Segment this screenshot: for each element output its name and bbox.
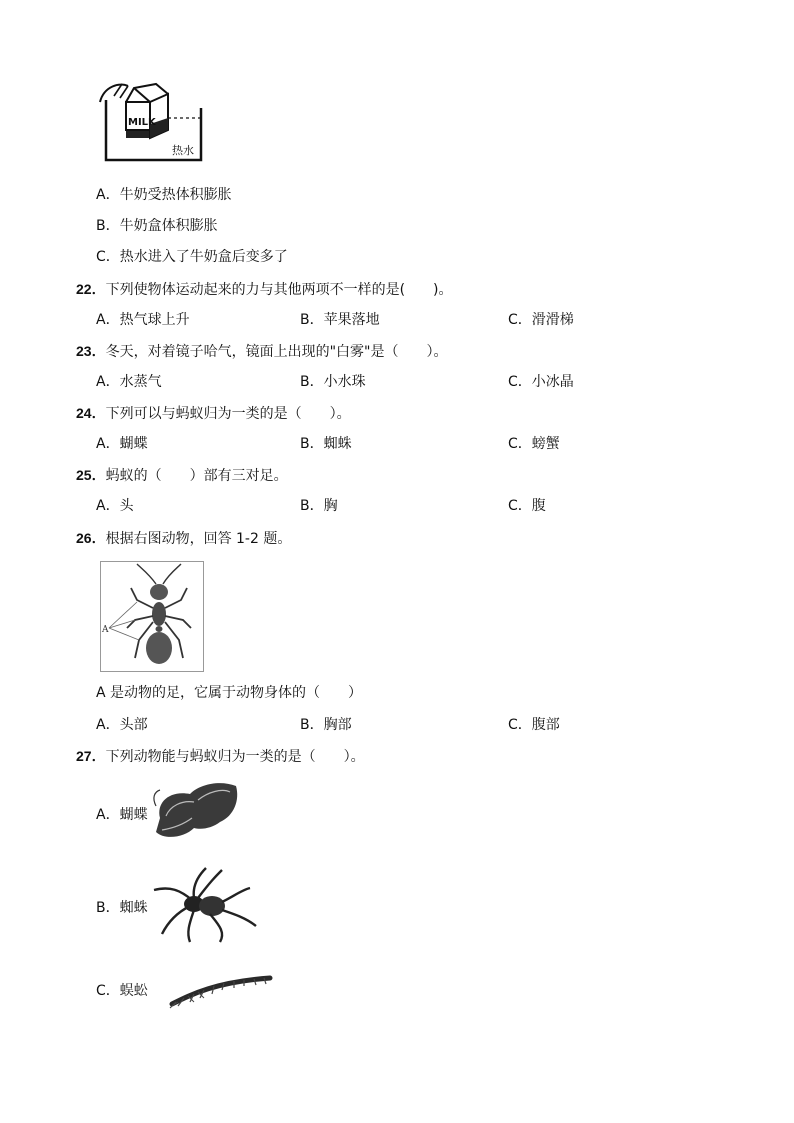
q22-option-b: B．苹果落地 <box>300 312 380 328</box>
centipede-drawing <box>164 968 274 1010</box>
q27-option-b: B．蜘蛛 <box>96 900 148 916</box>
question-24-number: 24． <box>76 405 106 421</box>
q23-option-c: C．小冰晶 <box>508 374 574 390</box>
butterfly-drawing <box>150 778 242 846</box>
question-27 <box>76 747 365 766</box>
q22-option-a: A．热气球上升 <box>96 312 190 328</box>
question-23 <box>76 342 447 361</box>
ant-drawing <box>101 562 201 669</box>
question-26 <box>76 529 291 548</box>
q23-option-a: A．水蒸气 <box>96 374 162 390</box>
question-25 <box>76 466 288 485</box>
question-25-number: 25． <box>76 467 106 483</box>
q27-option-a: A．蝴蝶 <box>96 807 148 823</box>
q25-option-a: A．头 <box>96 498 134 514</box>
question-26-number: 26． <box>76 530 106 546</box>
question-27-stem: 下列动物能与蚂蚁归为一类的是（ ）。 <box>105 749 365 765</box>
q21-option-b: B．牛奶盒体积膨胀 <box>96 218 218 234</box>
question-24-stem: 下列可以与蚂蚁归为一类的是（ ）。 <box>105 406 351 422</box>
ant-figure <box>100 561 204 672</box>
question-23-number: 23． <box>76 343 106 359</box>
q26-option-c: C．腹部 <box>508 717 560 733</box>
centipede-figure <box>164 968 274 1010</box>
carton-label: MILK <box>128 117 156 128</box>
q25-option-c: C．腹 <box>508 498 546 514</box>
question-25-stem: 蚂蚁的（ ）部有三对足。 <box>105 468 288 484</box>
milk-carton-figure <box>96 80 208 166</box>
q27-option-c: C．蜈蚣 <box>96 983 148 999</box>
ant-label-a: A <box>102 625 109 635</box>
q24-option-a: A．蝴蝶 <box>96 436 148 452</box>
q24-option-c: C．螃蟹 <box>508 436 560 452</box>
q22-option-c: C．滑滑梯 <box>508 312 574 328</box>
q26-option-a: A．头部 <box>96 717 148 733</box>
question-23-stem: 冬天，对着镜子哈气，镜面上出现的"白雾"是（ ）。 <box>105 344 448 360</box>
spider-drawing <box>150 866 258 944</box>
q21-option-a: A．牛奶受热体积膨胀 <box>96 187 232 203</box>
question-22 <box>76 280 453 299</box>
q24-option-b: B．蜘蛛 <box>300 436 352 452</box>
q25-option-b: B．胸 <box>300 498 338 514</box>
butterfly-figure <box>150 778 242 846</box>
question-26-sub-stem: A 是动物的足，它属于动物身体的（ ） <box>96 685 363 701</box>
question-27-number: 27． <box>76 748 106 764</box>
question-26-stem: 根据右图动物，回答 1-2 题。 <box>105 531 292 547</box>
milk-carton-drawing <box>96 80 208 166</box>
spider-figure <box>150 866 258 944</box>
hot-water-label: 热水 <box>172 144 194 157</box>
q23-option-b: B．小水珠 <box>300 374 366 390</box>
question-22-stem: 下列使物体运动起来的力与其他两项不一样的是( )。 <box>105 282 453 298</box>
q26-option-b: B．胸部 <box>300 717 352 733</box>
question-24 <box>76 404 351 423</box>
question-22-number: 22． <box>76 281 106 297</box>
q21-option-c: C．热水进入了牛奶盒后变多了 <box>96 249 288 265</box>
